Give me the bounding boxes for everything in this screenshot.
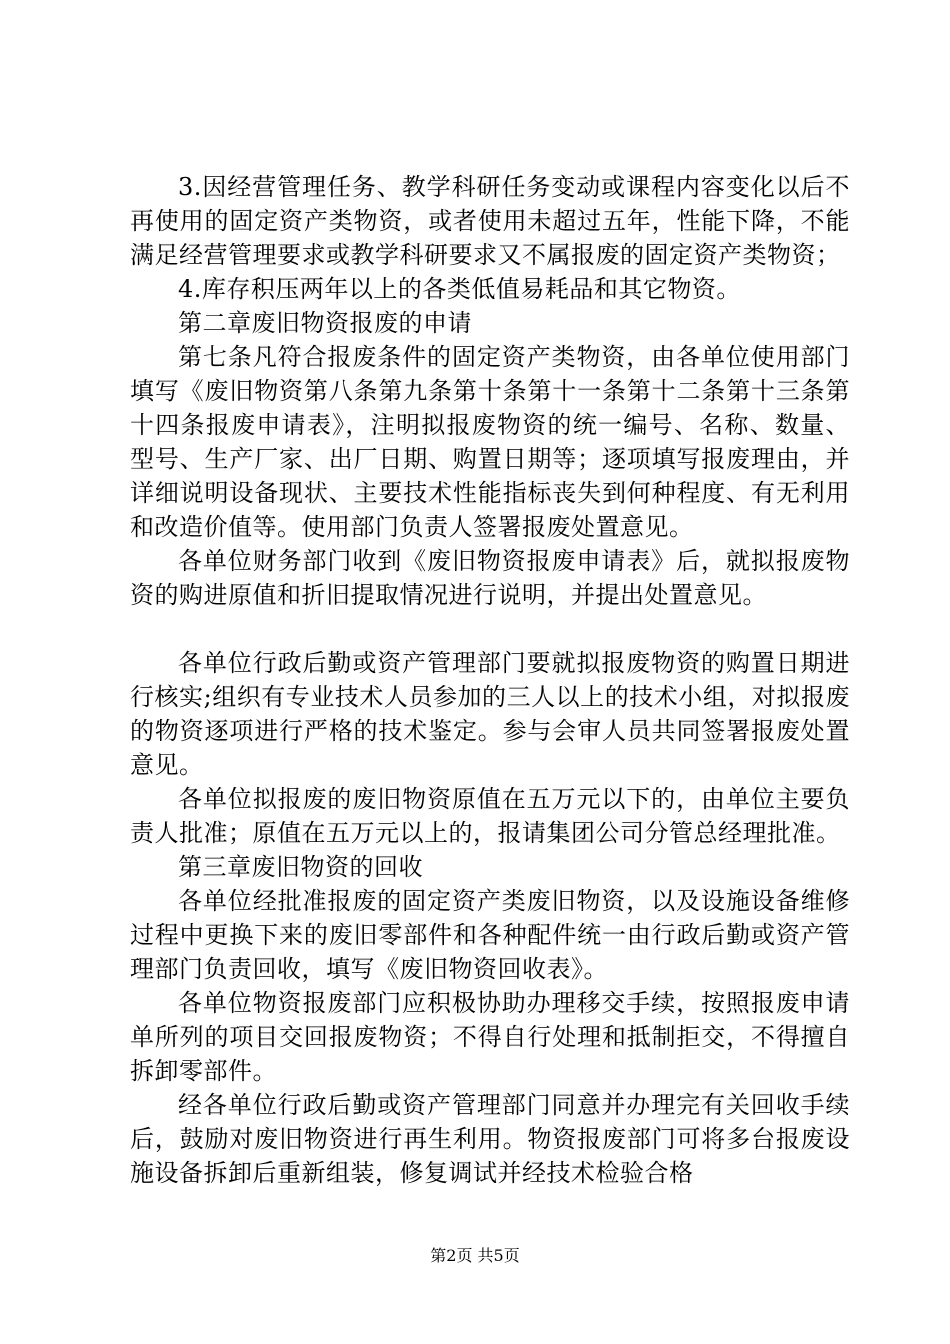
paragraph-admin-dept: 各单位行政后勤或资产管理部门要就拟报废物资的购置日期进行核实;组织有专业技术人员参加的三人以上的技术小组，对拟报废的物资逐项进行严格的技术鉴定。参与会审人员共同签署报废处置意见。 — [130, 649, 850, 779]
paragraph-article-7: 第七条凡符合报废条件的固定资产类物资，由各单位使用部门填写《废旧物资第八条第九条第十条第十一条第十二条第十三条第十四条报废申请表》，注明拟报废物资的统一编号、名称、数量、型号、生产厂家、出厂日期、购置日期等；逐项填写报废理由，并详细说明设备现状、主要技术性能指标丧失到何种程度、有无利用和改造价值等。使用部门负责人签署报废处置意见。 — [130, 343, 850, 541]
page-number: 第2页 共5页 — [430, 1246, 520, 1265]
paragraph-item-4: 4.库存积压两年以上的各类低值易耗品和其它物资。 — [178, 275, 741, 303]
paragraph-item-3: 3.因经营管理任务、教学科研任务变动或课程内容变化以后不再使用的固定资产类物资，或者使用未超过五年，性能下降，不能满足经营管理要求或教学科研要求又不属报废的固定资产类物资； — [130, 173, 850, 269]
paragraph-handover: 各单位物资报废部门应积极协助办理移交手续，按照报废申请单所列的项目交回报废物资；不得自行处理和抵制拒交，不得擅自拆卸零部件。 — [130, 989, 850, 1085]
paragraph-approval: 各单位拟报废的废旧物资原值在五万元以下的，由单位主要负责人批准；原值在五万元以上的，报请集团公司分管总经理批准。 — [130, 785, 850, 847]
paragraph-recovery: 各单位经批准报废的固定资产类废旧物资，以及设施设备维修过程中更换下来的废旧零部件和各种配件统一由行政后勤或资产管理部门负责回收，填写《废旧物资回收表》。 — [130, 887, 850, 983]
page-footer — [0, 1246, 950, 1266]
chapter-heading-2: 第二章废旧物资报废的申请 — [178, 309, 472, 337]
document-body — [130, 170, 850, 1190]
paragraph-reuse: 经各单位行政后勤或资产管理部门同意并办理完有关回收手续后，鼓励对废旧物资进行再生利用。物资报废部门可将多台报废设施设备拆卸后重新组装，修复调试并经技术检验合格 — [130, 1091, 850, 1187]
chapter-heading-3: 第三章废旧物资的回收 — [178, 853, 423, 881]
paragraph-finance-dept: 各单位财务部门收到《废旧物资报废申请表》后，就拟报废物资的购进原值和折旧提取情况进行说明，并提出处置意见。 — [130, 547, 850, 609]
